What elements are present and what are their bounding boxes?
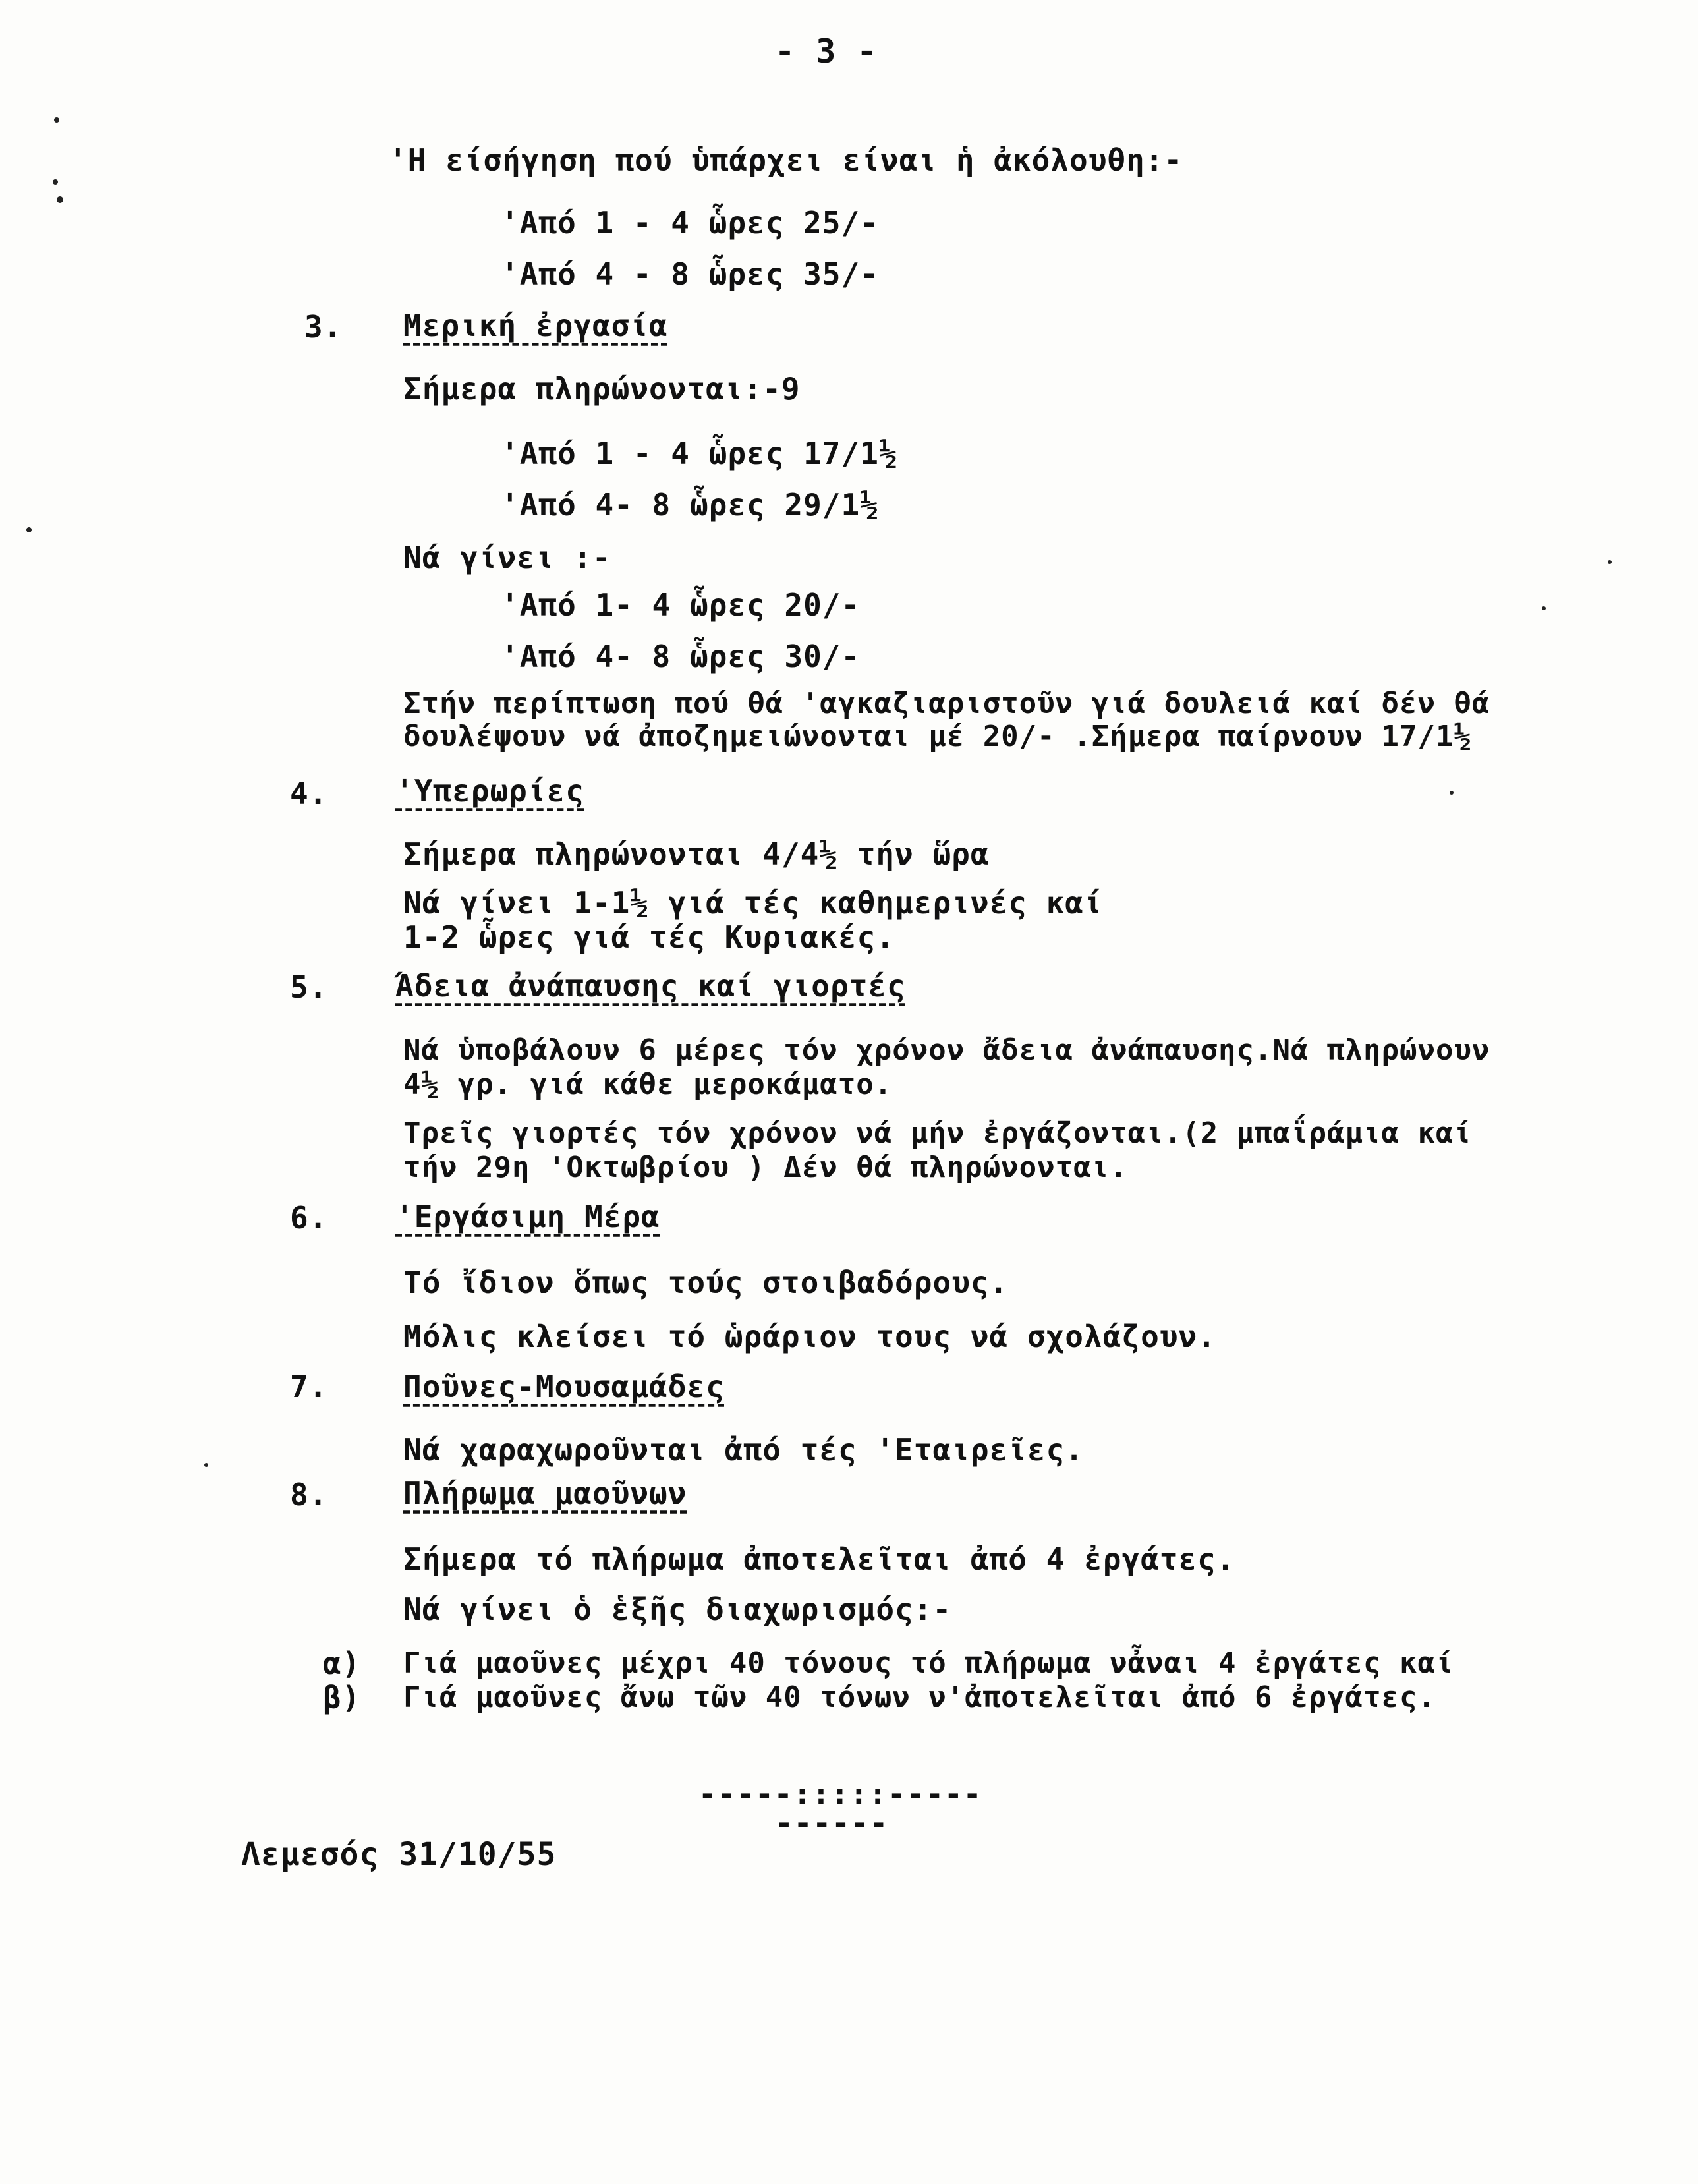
- scan-speck: [26, 527, 32, 532]
- separator: -----:::::-----: [698, 1776, 982, 1812]
- section-number: 3.: [304, 309, 343, 345]
- section-text: Νά χαραχωροῦνται ἀπό τές 'Εταιρεῖες.: [403, 1432, 1084, 1468]
- section-title: Πλήρωμα μαοῦνων: [403, 1476, 687, 1511]
- scan-speck: [53, 179, 58, 185]
- scan-speck: [1450, 791, 1454, 795]
- section-text: Μόλις κλείσει τό ὡράριον τους νά σχολάζουν.: [403, 1319, 1216, 1354]
- rate-line: 'Από 4 - 8 ὧρες 35/-: [501, 256, 879, 292]
- scan-speck: [1608, 560, 1612, 564]
- section-text: Σήμερα τό πλήρωμα ἀποτελεῖται ἀπό 4 ἐργάτες.: [403, 1541, 1235, 1577]
- list-marker: β): [323, 1680, 361, 1715]
- section-number: 7.: [290, 1369, 328, 1404]
- scan-speck: [54, 117, 59, 123]
- section-text: Νά γίνει ὁ ἑξῆς διαχωρισμός:-: [403, 1592, 952, 1627]
- place-date: Λεμεσός 31/10/55: [241, 1836, 557, 1873]
- section-text: τήν 29η 'Οκτωβρίου ) Δέν θά πληρώνονται.: [403, 1151, 1128, 1184]
- rate-line: 'Από 4- 8 ὧρες 30/-: [501, 639, 861, 674]
- section-text: Νά γίνει :-: [403, 540, 611, 575]
- rate-line: 'Από 4- 8 ὧρες 29/1½: [501, 487, 879, 523]
- page-number: - 3 -: [775, 32, 878, 71]
- list-marker: α): [323, 1646, 361, 1681]
- section-text: Στήν περίπτωση πού θά 'αγκαζιαριστοῦν γιά δουλειά καί δέν θά: [403, 687, 1490, 720]
- rate-line: 'Από 1 - 4 ὧρες 17/1½: [501, 436, 898, 471]
- separator: ------: [775, 1805, 889, 1841]
- section-title: 'Υπερωρίες: [395, 773, 584, 809]
- rate-line: 'Από 1 - 4 ὧρες 25/-: [501, 205, 879, 241]
- intro-line: 'Η είσήγηση πού ὑπάρχει είναι ἡ ἀκόλουθη:-: [389, 142, 1183, 178]
- section-text: Σήμερα πληρώνονται 4/4½ τήν ὥρα: [403, 836, 990, 872]
- section-number: 5.: [290, 969, 328, 1005]
- section-text: Νά ὑποβάλουν 6 μέρες τόν χρόνον ἄδεια ἀνάπαυσης.Νά πληρώνουν: [403, 1033, 1490, 1067]
- section-text: Τό ἴδιον ὅπως τούς στοιβαδόρους.: [403, 1265, 1009, 1300]
- section-text: 4½ γρ. γιά κάθε μεροκάματο.: [403, 1068, 893, 1101]
- section-title: Άδεια ἀνάπαυσης καί γιορτές: [395, 968, 906, 1004]
- section-text: Νά γίνει 1-1½ γιά τές καθημερινές καί: [403, 885, 1103, 921]
- scan-speck: [57, 196, 63, 203]
- section-text: Σήμερα πληρώνονται:-9: [403, 371, 801, 407]
- section-number: 4.: [290, 776, 328, 811]
- section-number: 6.: [290, 1200, 328, 1236]
- list-item: Γιά μαοῦνες ἄνω τῶν 40 τόνων ν'ἀποτελεῖται ἀπό 6 ἐργάτες.: [403, 1681, 1436, 1714]
- section-title: 'Εργάσιμη Μέρα: [395, 1199, 660, 1234]
- scan-speck: [1542, 606, 1546, 610]
- section-text: 1-2 ὧρες γιά τές Κυριακές.: [403, 919, 895, 955]
- rate-line: 'Από 1- 4 ὧρες 20/-: [501, 587, 861, 623]
- section-title: Ποῦνες-Μουσαμάδες: [403, 1369, 725, 1404]
- scan-speck: [204, 1463, 208, 1467]
- section-text: Τρεῖς γιορτές τόν χρόνον νά μήν ἐργάζονται.(2 μπαΐράμια καί: [403, 1116, 1472, 1150]
- section-title: Μερική ἐργασία: [403, 308, 668, 343]
- list-item: Γιά μαοῦνες μέχρι 40 τόνους τό πλήρωμα νἆναι 4 ἐργάτες καί: [403, 1646, 1454, 1680]
- section-text: δουλέψουν νά ἀποζημειώνονται μέ 20/- .Σήμερα παίρνουν 17/1½: [403, 720, 1472, 753]
- section-number: 8.: [290, 1477, 328, 1512]
